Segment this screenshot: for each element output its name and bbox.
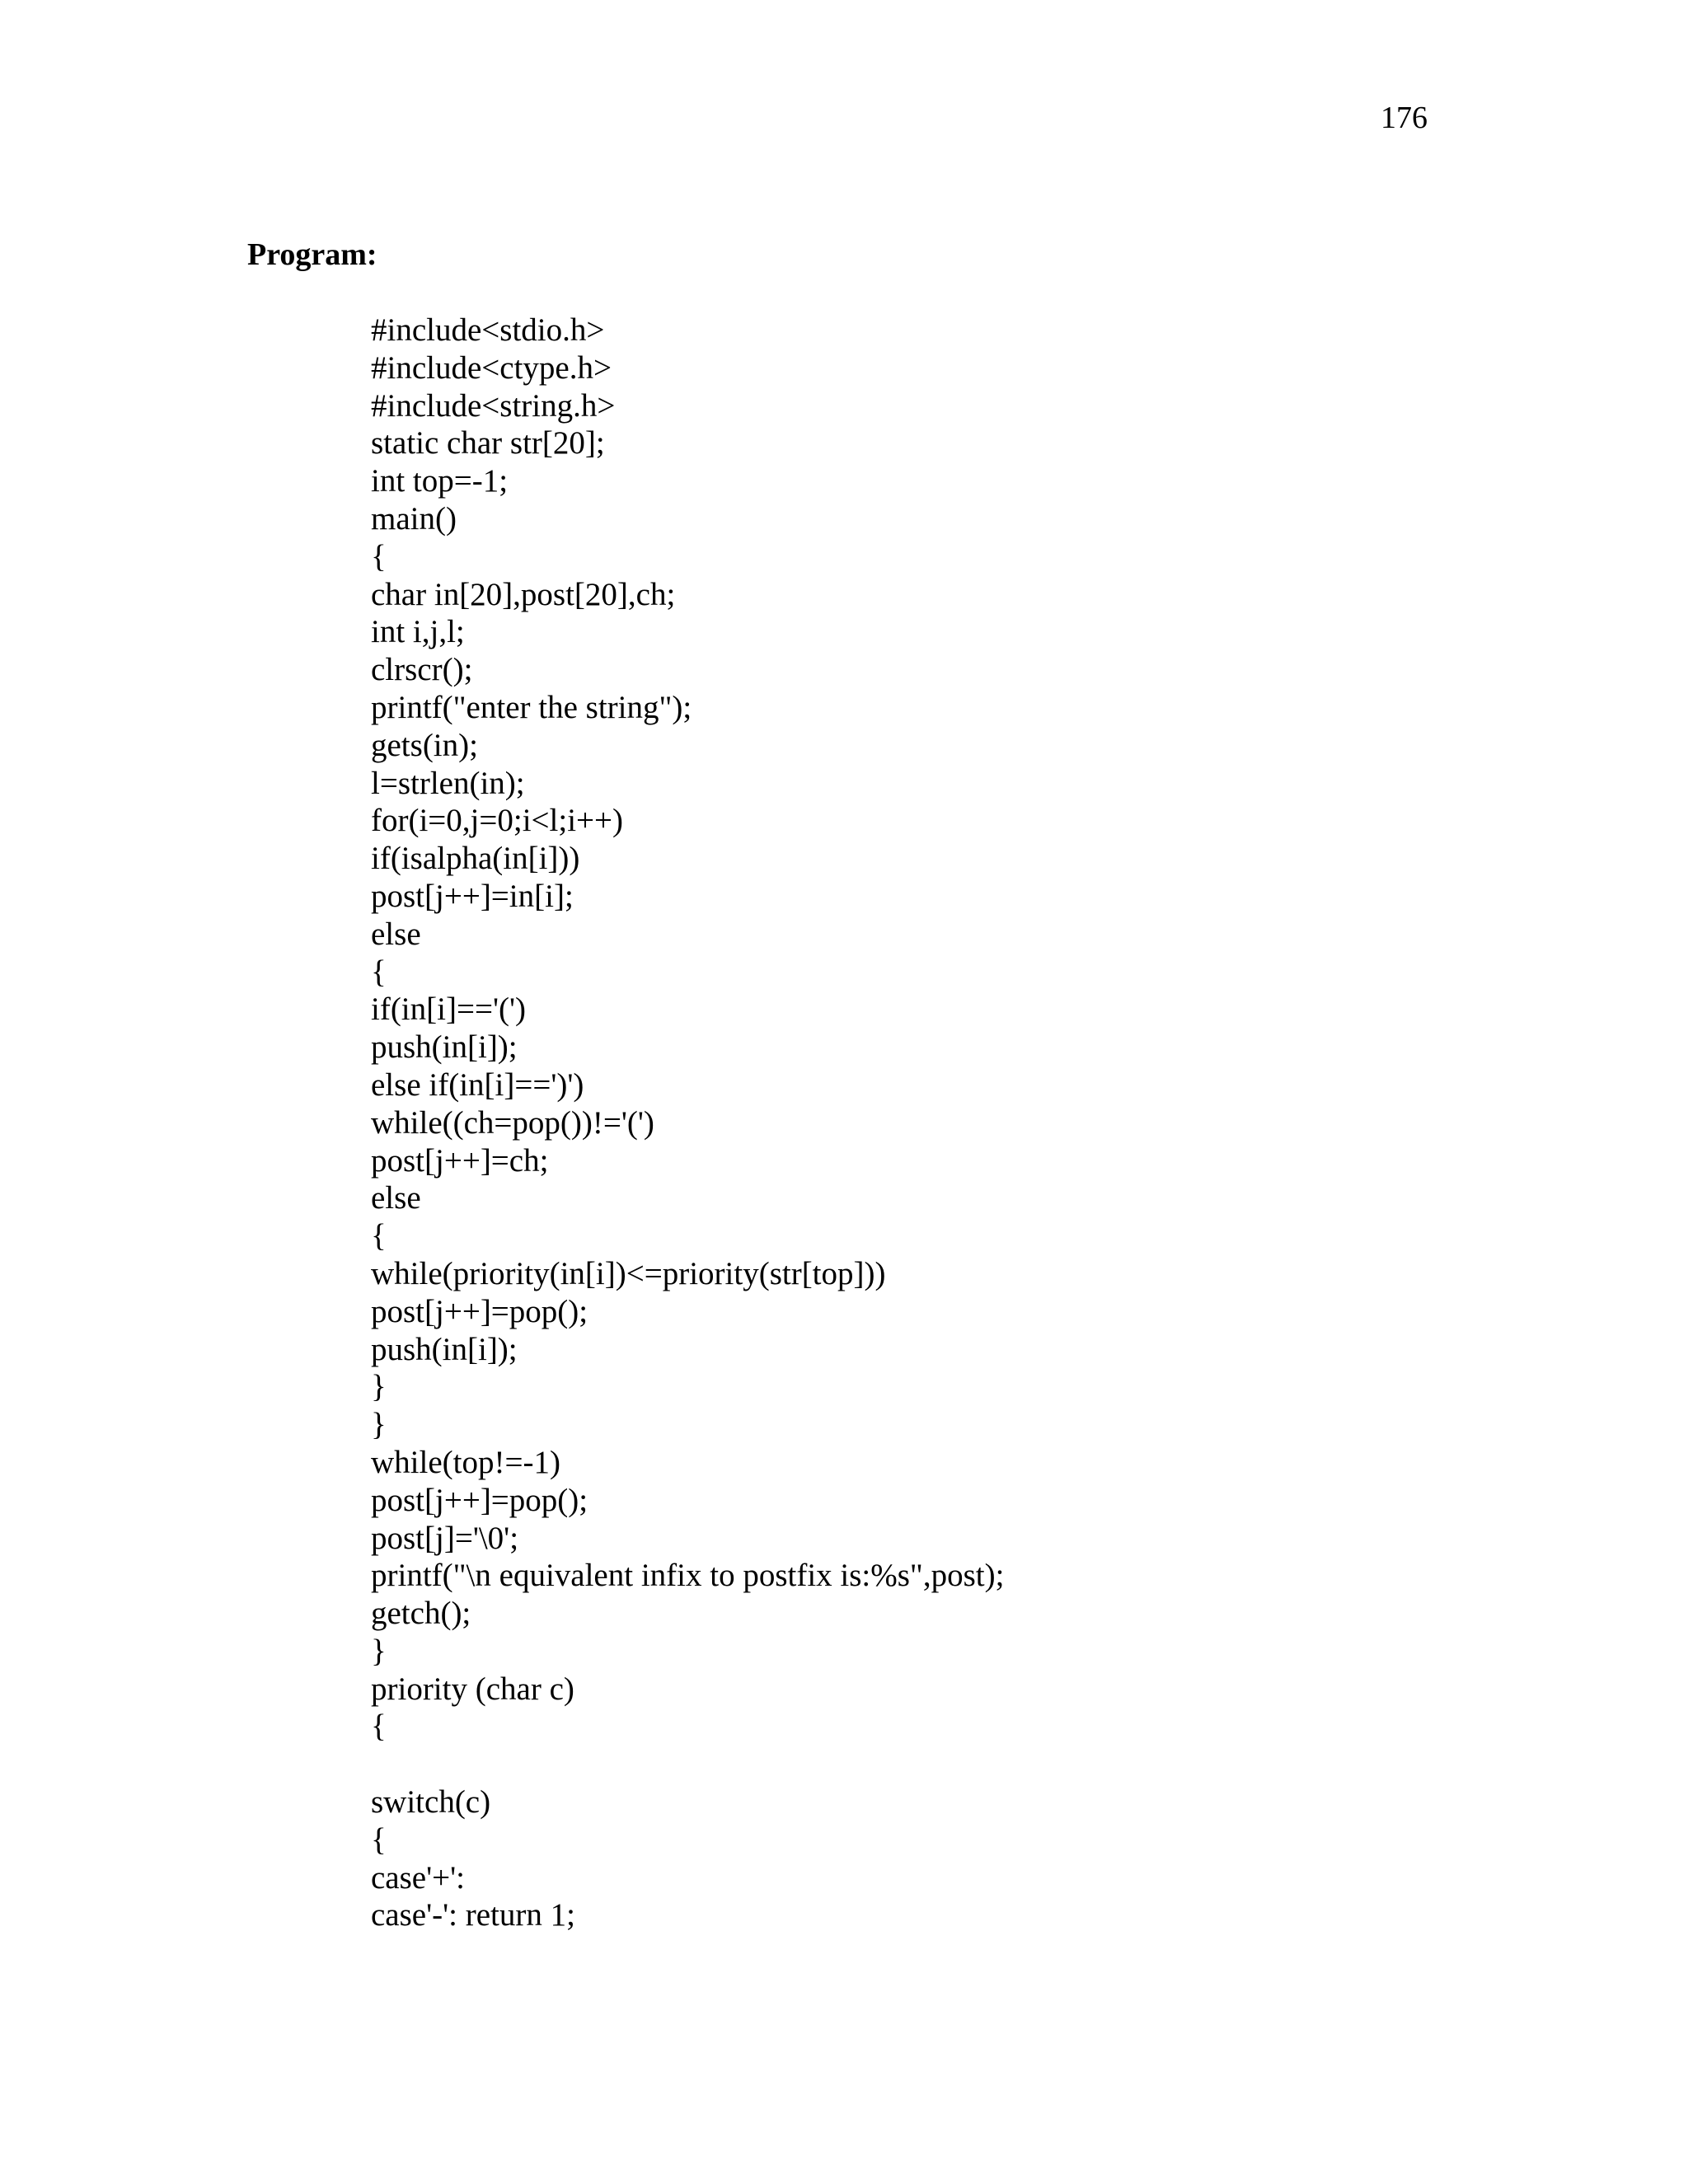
code-line: int i,j,l; <box>371 614 465 650</box>
code-line: for(i=0,j=0;i<l;i++) <box>371 803 624 839</box>
code-line: post[j]='\0'; <box>371 1520 519 1556</box>
code-line: while(priority(in[i])<=priority(str[top])) <box>371 1255 886 1291</box>
code-line: switch(c) <box>371 1784 491 1821</box>
code-line: { <box>371 954 387 990</box>
code-line: else <box>371 1180 421 1216</box>
code-line: while(top!=-1) <box>371 1444 560 1480</box>
code-line: case'+': <box>371 1859 465 1896</box>
code-line: { <box>371 1708 387 1745</box>
code-listing <box>371 312 1004 1934</box>
code-line: { <box>371 538 387 574</box>
code-line: static char str[20]; <box>371 425 605 462</box>
code-line: clrscr(); <box>371 652 473 688</box>
code-line: push(in[i]); <box>371 1029 518 1066</box>
code-line: char in[20],post[20],ch; <box>371 576 676 612</box>
code-line: priority (char c) <box>371 1671 574 1707</box>
code-line: else if(in[i]==')') <box>371 1066 584 1103</box>
code-line: printf("enter the string"); <box>371 689 692 725</box>
code-line: if(isalpha(in[i])) <box>371 841 580 877</box>
code-line: else <box>371 916 421 952</box>
code-line: } <box>371 1369 387 1405</box>
code-line: main() <box>371 500 457 537</box>
code-line: post[j++]=pop(); <box>371 1293 588 1329</box>
code-line: post[j++]=in[i]; <box>371 878 574 914</box>
code-line: printf("\n equivalent infix to postfix is:%s",post); <box>371 1558 1005 1594</box>
code-line: case'-': return 1; <box>371 1897 575 1933</box>
code-line: } <box>371 1633 387 1669</box>
page-number: 176 <box>1381 101 1428 135</box>
code-line: push(in[i]); <box>371 1331 518 1367</box>
code-line: int top=-1; <box>371 463 509 499</box>
code-line: l=strlen(in); <box>371 765 525 801</box>
code-line: { <box>371 1821 387 1858</box>
code-line: #include<string.h> <box>371 387 616 424</box>
code-line: #include<ctype.h> <box>371 349 612 386</box>
code-line: if(in[i]=='(') <box>371 991 526 1028</box>
code-line: gets(in); <box>371 727 478 763</box>
code-line: post[j++]=pop(); <box>371 1482 588 1518</box>
code-line: } <box>371 1407 387 1443</box>
code-line: getch(); <box>371 1596 471 1632</box>
code-line: { <box>371 1218 387 1254</box>
code-line: post[j++]=ch; <box>371 1142 549 1179</box>
section-heading: Program: <box>247 237 377 272</box>
code-line: while((ch=pop())!='(') <box>371 1104 654 1141</box>
code-line <box>371 1746 1004 1783</box>
code-line: #include<stdio.h> <box>371 312 605 348</box>
